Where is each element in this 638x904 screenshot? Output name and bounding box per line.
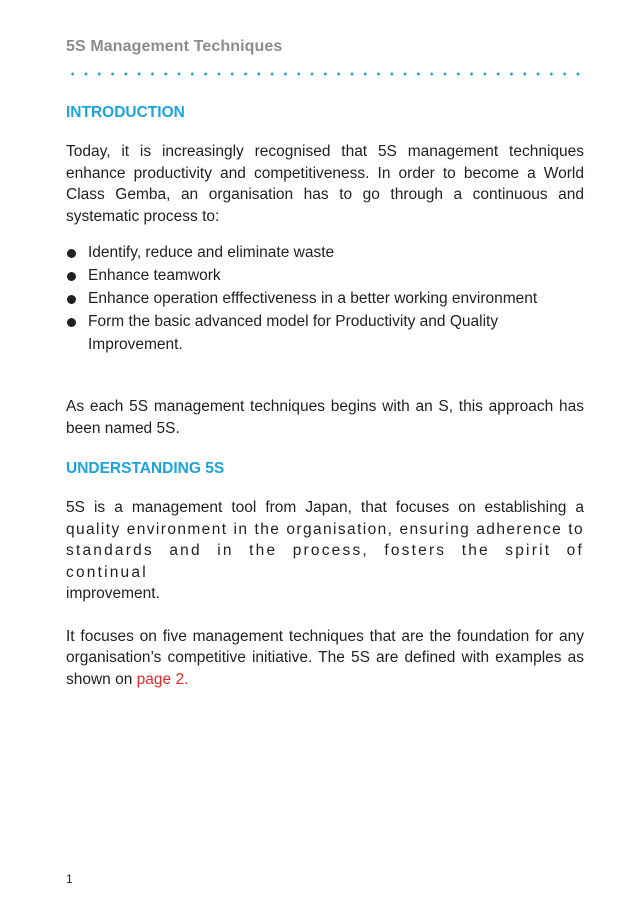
paragraph-line: 5S is a management tool from Japan, that focuses on establishing a xyxy=(66,499,584,516)
bullet-icon xyxy=(67,318,76,327)
list-item-text: Enhance teamwork xyxy=(88,267,221,284)
dotted-divider xyxy=(66,71,586,77)
list-item-text: Identify, reduce and eliminate waste xyxy=(88,244,335,261)
list-item xyxy=(66,287,584,310)
understanding-paragraph xyxy=(66,497,584,605)
bullet-icon xyxy=(67,295,76,304)
bullet-icon xyxy=(67,249,76,258)
list-item-text: Enhance operation efffectiveness in a better working environment xyxy=(88,290,538,307)
introduction-paragraph: Today, it is increasingly recognised that 5S management techniques enhance productivity and competitiveness. In order to become a World Class Gemba, an organisation has to go through a continuous and systematic process to: xyxy=(66,143,584,225)
bullet-icon xyxy=(67,272,76,281)
list-item xyxy=(66,264,584,287)
foundation-text: It focuses on five management techniques that are the foundation for any organisation’s competitive initiative. The 5S are defined with examples as shown on xyxy=(66,627,584,688)
running-header: 5S Management Techniques xyxy=(66,38,283,55)
process-bullet-list xyxy=(66,241,584,356)
page-2-link[interactable]: page 2. xyxy=(136,670,189,688)
list-item xyxy=(66,310,584,356)
page-number: 1 xyxy=(66,872,73,886)
list-item xyxy=(66,241,584,264)
paragraph-line: improvement. xyxy=(66,585,160,602)
paragraph-line: quality environment in the organisation, ensuring adherence to xyxy=(66,520,584,538)
page-content xyxy=(66,102,584,690)
naming-paragraph: As each 5S management techniques begins with an S, this approach has been named 5S. xyxy=(66,398,584,437)
introduction-heading: INTRODUCTION xyxy=(66,104,185,121)
foundation-paragraph xyxy=(66,626,584,691)
paragraph-line: standards and in the process, fosters the spirit of continual xyxy=(66,542,584,581)
understanding-heading: UNDERSTANDING 5S xyxy=(66,460,225,477)
list-item-text: Form the basic advanced model for Productivity and Quality Improvement. xyxy=(88,313,499,353)
